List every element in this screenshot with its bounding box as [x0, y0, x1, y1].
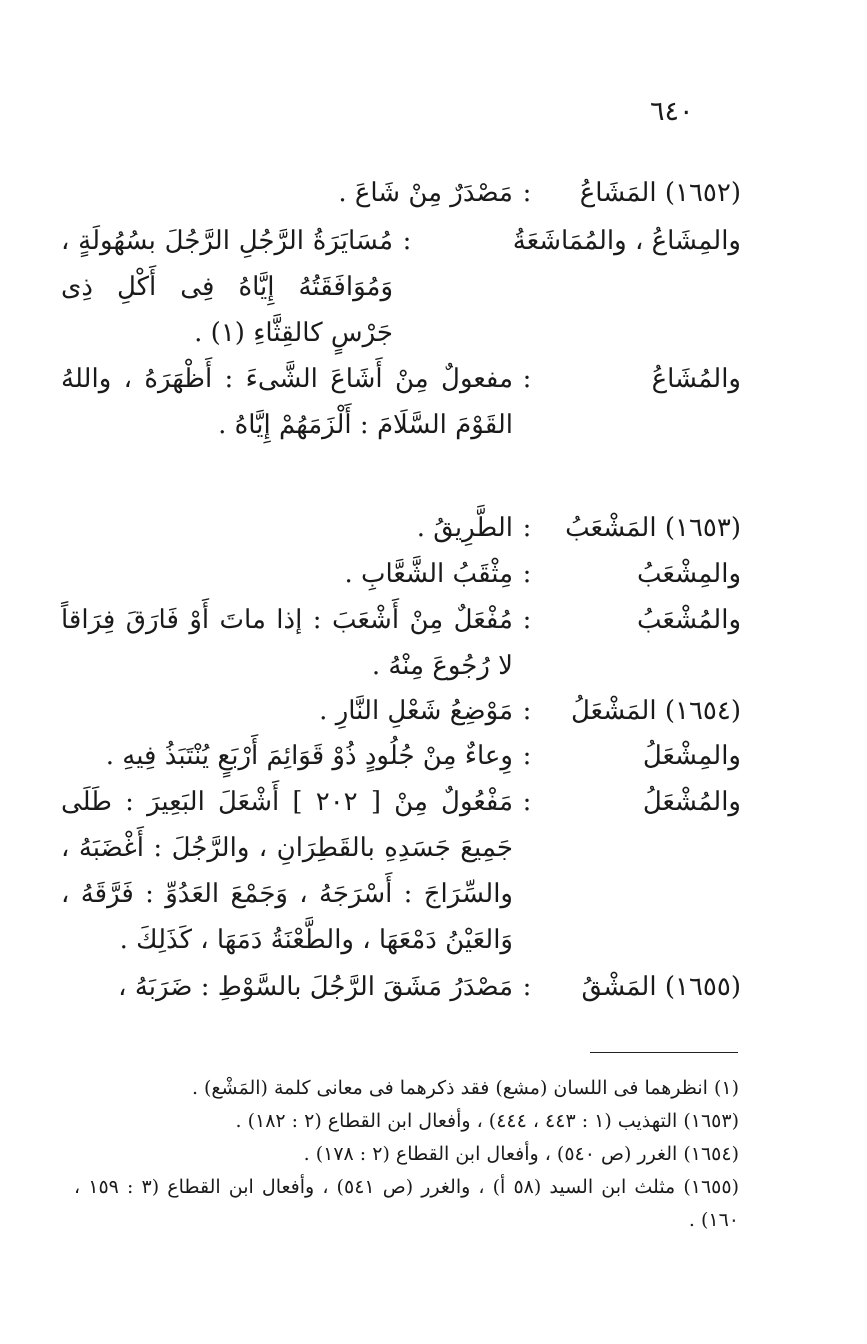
entry-definition: مَفْعُولٌ مِنْ [ ٢٠٢ ] أَشْعَلَ البَعِيرَ : طَلَى جَمِيعَ جَسَدِهِ بالقَطِرَانِ ، والرَّجُلَ : أَغْضَبَهُ ، والسِّرَاجَ : أَسْرَجَهُ ، وَجَمْعَ العَدُوِّ : فَرَّقَهُ ، وَالعَيْنُ دَمْعَهَا ، والطَّعْنَةُ دَمَهَا ، كَذَلِكَ .	[61, 787, 513, 955]
dictionary-entry	[61, 597, 741, 689]
separator-colon: :	[522, 364, 532, 394]
entry-definition: مُفْعَلٌ مِنْ أَشْعَبَ : إذا ماتَ أَوْ فَارَقَ فِرَاقاً لا رُجُوعَ مِنْهُ .	[61, 605, 513, 681]
dictionary-entry	[61, 779, 741, 963]
dictionary-entry	[61, 551, 741, 597]
dictionary-entry	[61, 356, 741, 448]
separator-colon: :	[522, 741, 532, 771]
entry-headword: (١٦٥٢) المَشَاعُ	[579, 178, 741, 208]
separator-colon: :	[402, 226, 412, 256]
entry-definition: مَصْدَرُ مَشَقَ الرَّجُلَ بالسَّوْطِ : ضَرَبَهُ ،	[118, 972, 513, 1002]
entry-headword: (١٦٥٣) المَشْعَبُ	[565, 513, 741, 543]
page-number: ٦٤٠	[650, 96, 694, 127]
footnote: (١٦٥٥) مثلث ابن السيد (٥٨ أ) ، والغرر (ص ٥٤١) ، وأفعال ابن القطاع (٣ : ١٥٩ ، ١٦٠) .	[74, 1176, 740, 1231]
entry-headword: والمِشْعَلُ	[642, 741, 741, 771]
separator-colon: :	[522, 696, 532, 726]
entry-headword: والمُشْعَبُ	[637, 605, 741, 635]
entry-definition: مفعولٌ مِنْ أَشَاعَ الشَّىءَ : أَظْهَرَهُ ، واللهُ القَوْمَ السَّلَامَ : أَلْزَمَهُمْ إِيَّاهُ .	[61, 364, 513, 440]
dictionary-entry	[61, 964, 741, 1010]
separator-colon: :	[522, 559, 532, 589]
dictionary-entry	[61, 733, 741, 779]
footnotes	[74, 1072, 739, 1237]
entry-headword: (١٦٥٥) المَشْقُ	[581, 972, 741, 1002]
dictionary-entry	[61, 218, 741, 356]
dictionary-entry	[61, 170, 741, 216]
separator-colon: :	[522, 513, 532, 543]
dictionary-entry	[61, 688, 741, 734]
entry-headword: والمُشْعَلُ	[642, 787, 741, 817]
footnote: (١) انظرهما فى اللسان (مشع) فقد ذكرهما فى معانى كلمة (المَشْع) .	[191, 1077, 739, 1099]
entry-definition: مِثْقَبُ الشَّعَّابِ .	[344, 559, 513, 589]
separator-colon: :	[522, 787, 532, 817]
footnote: (١٦٥٣) التهذيب (١ : ٤٤٣ ، ٤٤٤) ، وأفعال ابن القطاع (٢ : ١٨٢) .	[235, 1110, 739, 1132]
entry-definition: الطَّرِيقُ .	[416, 513, 513, 543]
entry-definition: مَوْضِعُ شَعْلِ النَّارِ .	[319, 696, 513, 726]
separator-colon: :	[522, 178, 532, 208]
entry-headword: (١٦٥٤) المَشْعَلُ	[570, 696, 741, 726]
entry-definition: مَصْدَرٌ مِنْ شَاعَ .	[338, 178, 513, 208]
dictionary-entry	[61, 505, 741, 551]
entry-headword: والمُشَاعُ	[651, 364, 741, 394]
entry-definition: مُسَايَرَةُ الرَّجُلِ الرَّجُلَ بسُهُولَةٍ ، وَمُوَافَقَتُهُ إِيَّاهُ فِى أَكْلِ ذِى جَرْسٍ كالقِثَّاءِ (١) .	[61, 226, 393, 348]
entry-headword: والمِشْعَبُ	[637, 559, 741, 589]
separator-colon: :	[522, 605, 532, 635]
footnote: (١٦٥٤) الغرر (ص ٥٤٠) ، وأفعال ابن القطاع (٢ : ١٧٨) .	[303, 1143, 739, 1165]
footnote-separator	[590, 1052, 738, 1053]
entry-headword: والمِشَاعُ ، والمُمَاشَعَةُ	[512, 226, 741, 256]
entry-definition: وِعاءٌ مِنْ جُلُودٍ ذُوْ قَوَائِمَ أَرْبَعٍ يُنْتَبَذُ فِيهِ .	[105, 741, 513, 771]
separator-colon: :	[522, 972, 532, 1002]
